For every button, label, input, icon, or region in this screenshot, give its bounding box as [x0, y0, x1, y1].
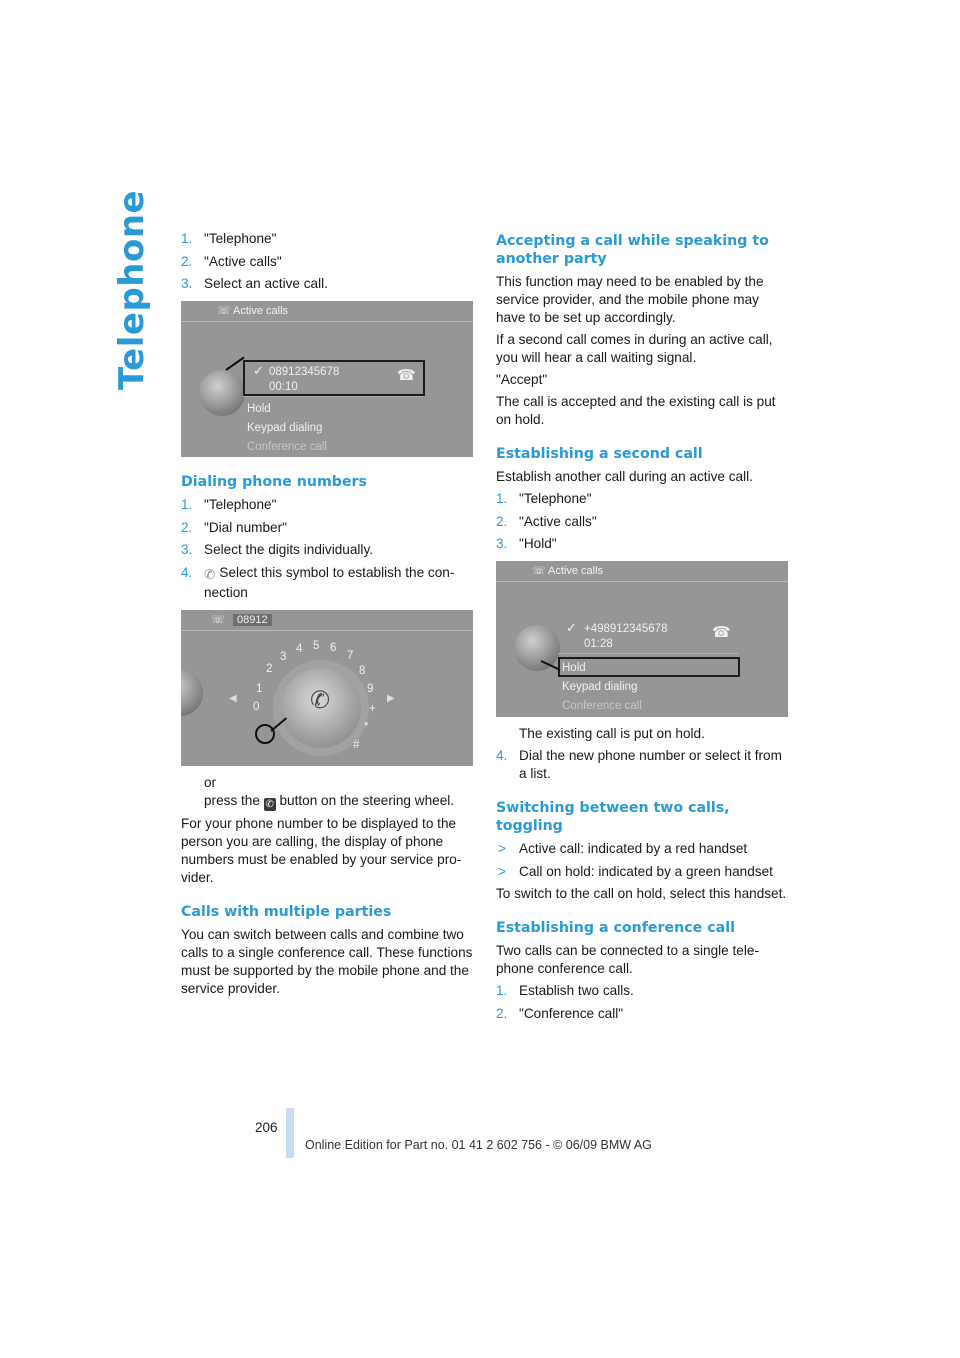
list-item: 3. Select an active call.	[181, 276, 328, 291]
steps-list-conference	[496, 982, 791, 1023]
dial-digit: 4	[296, 642, 303, 655]
menu-item-keypad: Keypad dialing	[247, 422, 323, 434]
or-text: or	[204, 774, 217, 790]
phone-menu-icon: ☏	[211, 613, 225, 626]
heading-multiple-parties: Calls with multiple parties	[181, 903, 392, 920]
selection-circle	[255, 724, 275, 744]
dial-digit: 8	[359, 664, 366, 677]
handset-icon: ☎	[397, 367, 416, 384]
arrow-left-icon: ◀	[229, 692, 237, 704]
list-item: 2. "Active calls"	[496, 513, 597, 529]
menu-item-hold: Hold	[247, 403, 271, 415]
menu-item-keypad: Keypad dialing	[562, 681, 638, 693]
steps-list-active-call	[181, 230, 476, 293]
handset-icon: ✆	[310, 686, 331, 714]
footer-accent-bar	[286, 1108, 294, 1158]
dial-digit: 5	[313, 639, 320, 652]
paragraph-second-call: Establish another call during an active call.	[496, 469, 753, 484]
call-number: +498912345678	[584, 623, 668, 635]
steering-wheel-phone-button-icon: ✆	[265, 798, 274, 810]
controller-knob	[199, 370, 245, 416]
list-item: > Call on hold: indicated by a green handset	[498, 863, 773, 879]
dial-digit: #	[353, 738, 360, 751]
call-number: 08912345678	[269, 366, 340, 378]
list-item: 2. "Dial number"	[181, 519, 287, 535]
list-item: 3. Select the digits individually.	[181, 542, 374, 557]
dial-digit: 7	[347, 649, 354, 662]
list-item: 1. Establish two calls.	[496, 983, 634, 998]
paragraph-conference: Two calls can be connected to a single telephone conference call.	[496, 943, 759, 976]
list-item: 1. "Telephone"	[496, 491, 592, 506]
list-item: 2. "Active calls"	[181, 253, 282, 269]
paragraph-accept-2: If a second call comes in during an active call, you will hear a call waiting signal.	[496, 332, 773, 365]
list-item: 1. "Telephone"	[181, 497, 277, 512]
bullet-list-toggling	[496, 840, 791, 881]
handset-symbol-icon: ✆	[204, 566, 216, 582]
paragraph-accept-1: This function may need to be enabled by the service provider, and the mobile phone may have to be set up accordingly.	[496, 274, 764, 325]
controller-knob	[514, 625, 560, 671]
screenshot-hold	[496, 561, 788, 717]
dial-digit: 9	[367, 682, 374, 695]
paragraph-toggling: To switch to the call on hold, select this handset.	[496, 886, 787, 901]
screen-header: Active calls	[548, 565, 604, 577]
dial-digit: 1	[256, 682, 263, 695]
arrow-right-icon: ▶	[387, 692, 395, 704]
menu-item-conference: Conference call	[247, 441, 327, 453]
dialed-digits: 08912	[233, 614, 272, 626]
heading-second-call: Establishing a second call	[496, 446, 703, 462]
heading-dialing: Dialing phone numbers	[181, 474, 368, 490]
dial-digit: 2	[266, 662, 273, 675]
page-number: 206	[255, 1120, 278, 1135]
heading-toggling: Switching between two calls, toggling	[496, 800, 730, 834]
phone-menu-icon: ☏	[217, 305, 231, 317]
check-icon: ✓	[566, 620, 577, 635]
call-time: 00:10	[269, 381, 298, 393]
list-item: 4. ✆ Select this symbol to establish the connection	[181, 564, 455, 600]
hold-note: The existing call is put on hold.	[519, 726, 705, 741]
list-item: 4. Dial the new phone number or select it from a list.	[496, 748, 782, 781]
dial-digit: +	[369, 702, 376, 715]
phone-menu-icon: ☏	[532, 565, 546, 577]
list-item: 2. "Conference call"	[496, 1005, 624, 1021]
press-button-text: press the ✆ button on the steering wheel.	[204, 792, 455, 810]
check-icon: ✓	[253, 363, 264, 378]
right-column	[496, 230, 791, 1027]
paragraph-accept-3: "Accept"	[496, 372, 548, 387]
dial-digit: 3	[280, 650, 287, 663]
dial-digit: 0	[253, 700, 260, 713]
dial-digit: 6	[330, 641, 337, 654]
screenshot-active-calls	[181, 301, 473, 457]
heading-accepting-call: Accepting a call while speaking to another party	[496, 233, 769, 267]
list-item: > Active call: indicated by a red handset	[498, 841, 748, 856]
steps-list-dialing	[181, 496, 476, 602]
footer-edition-text: Online Edition for Part no. 01 41 2 602 756 - © 06/09 BMW AG	[305, 1138, 652, 1152]
chapter-title: Telephone	[112, 189, 152, 390]
call-time: 01:28	[584, 638, 613, 650]
steps-list-dial-new	[496, 747, 791, 783]
screenshot-dial-number	[181, 610, 473, 766]
menu-item-conference: Conference call	[562, 700, 642, 712]
paragraph-display: For your phone number to be displayed to the person you are calling, the display of phone numbers must be enabled by your service provider.	[181, 815, 462, 885]
screen-header: Active calls	[233, 305, 289, 317]
handset-icon: ☎	[712, 624, 731, 641]
left-column	[181, 230, 476, 1002]
dial-digit: *	[364, 720, 369, 733]
paragraph-multiple-parties: You can switch between calls and combine two calls to a single conference call. These functions must be supported by the mobile phone and the service provider.	[181, 926, 473, 996]
menu-item-hold: Hold	[562, 662, 586, 674]
list-item: 1. "Telephone"	[181, 231, 277, 246]
paragraph-accept-4: The call is accepted and the existing call is put on hold.	[496, 394, 776, 427]
list-item: 3. "Hold"	[496, 536, 557, 551]
steps-list-second-call	[496, 490, 791, 553]
heading-conference-call: Establishing a conference call	[496, 920, 735, 936]
